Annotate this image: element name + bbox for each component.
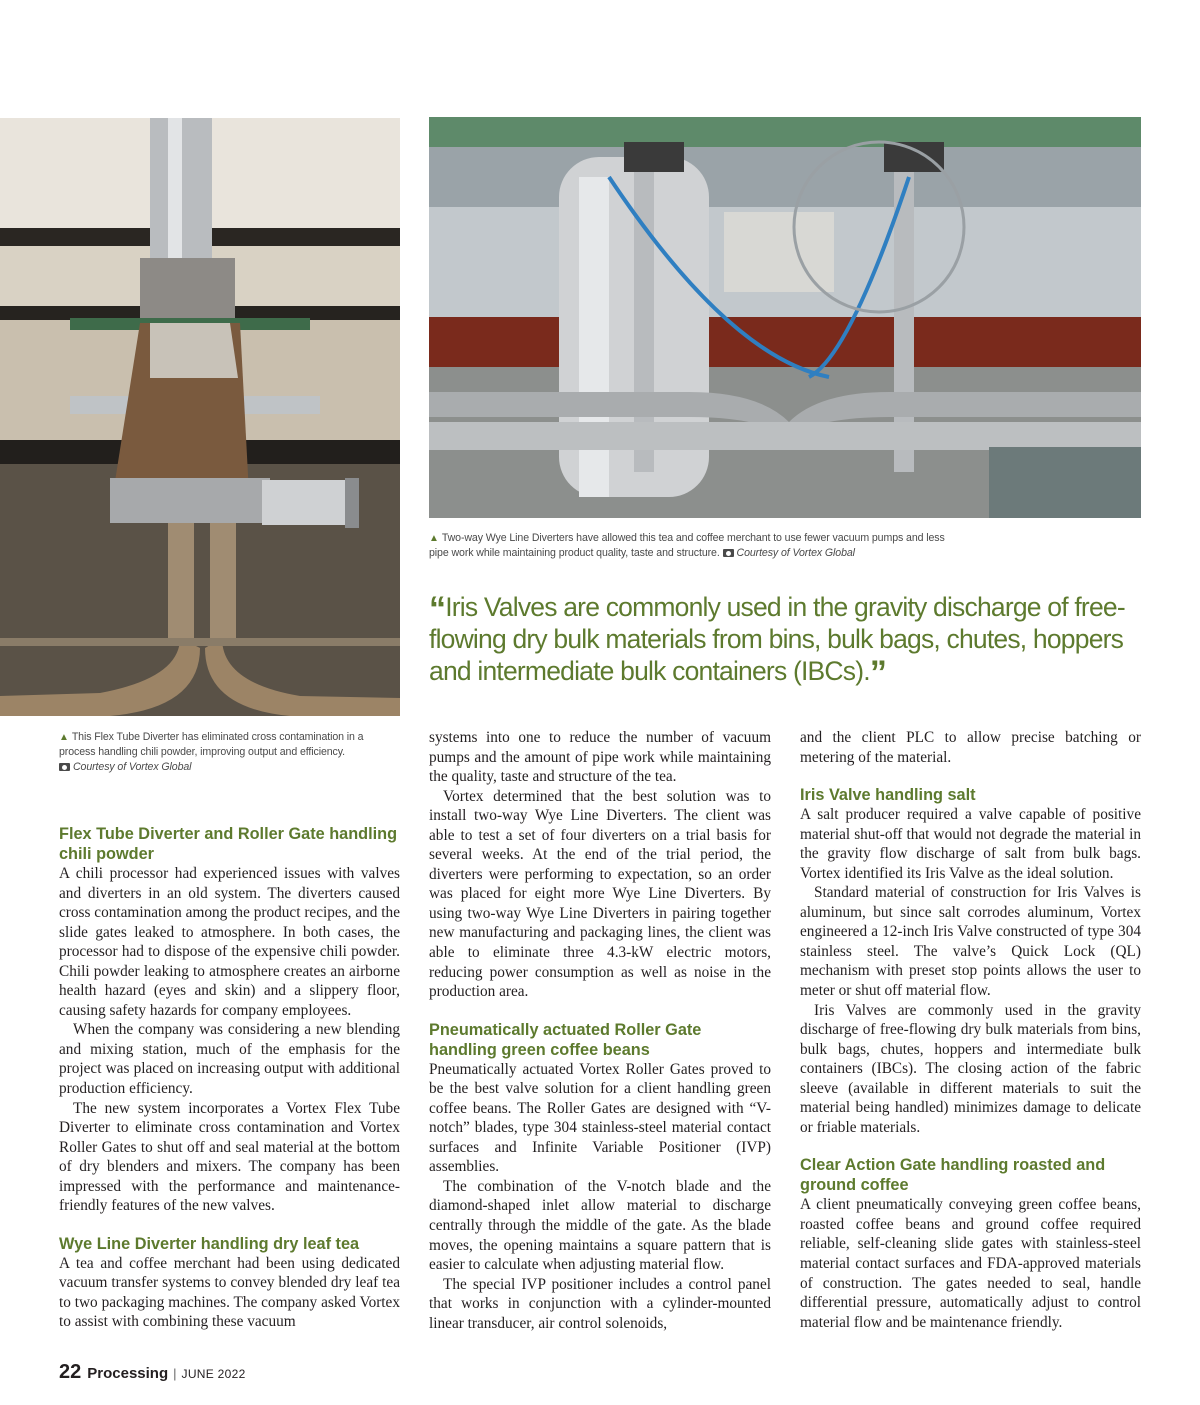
close-quote-mark: ” [869,654,887,692]
article-column-1 [59,824,400,1332]
caption-triangle-icon: ▲ [59,732,69,743]
body-paragraph: A client pneumatically conveying green coffee beans, roasted coffee beans and ground coffee required reliable, self-cleaning slide gates with stainless-steel material contact surfaces and FDA-approved materials of construction. The gates needed to seal, handle differential pressure, automatically adjust to control material flow and be maintenance friendly. [800,1196,1141,1331]
body-paragraph: The combination of the V-notch blade and the diamond-shaped inlet allow material to discharge centrally through the middle of the gate. As the blade moves, the opening maintains a square pattern that is easier to calculate when adjusting material flow. [429,1177,771,1274]
body-paragraph: A chili processor had experienced issues with valves and diverters in an old system. The diverters caused cross contamination among the product recipes, and the slide gates leaked to atmosphere. In both cases, the processor had to dispose of the expensive chili powder. Chili powder leaking to atmosphere creates an airborne health hazard (eyes and skin) and a slippery floor, causing safety hazards for company employees. [59,865,400,1019]
photo-credit: Courtesy of Vortex Global [736,547,855,559]
body-paragraph: When the company was considering a new blending and mixing station, much of the emphasis for the project was placed on increasing output with additional production efficiency. [59,1021,400,1098]
body-paragraph: The special IVP positioner includes a control panel that works in conjunction with a cylinder-mounted linear transducer, air control solenoids, [429,1275,771,1332]
article-column-2 [429,728,771,1333]
camera-icon [723,549,734,557]
body-paragraph: and the client PLC to allow precise batching or metering of the material. [800,729,1141,766]
flex-tube-diverter-photo [0,118,400,716]
section-heading: Pneumatically actuated Roller Gate handling green coffee beans [429,1020,702,1059]
wye-line-diverter-photo [429,117,1141,518]
body-paragraph: Pneumatically actuated Vortex Roller Gates proved to be the best valve solution for a client handling green coffee beans. The Roller Gates are designed with “V-notch” blades, type 304 stainless-steel material contact surfaces and Infinite Variable Positioner (IVP) assemblies. [429,1060,771,1176]
pull-quote [429,590,1141,692]
pull-quote-text: Iris Valves are commonly used in the gravity discharge of free-flowing dry bulk materials from bins, bulk bags, chutes, hoppers and intermediate bulk containers (IBCs). [429,592,1125,686]
camera-icon [59,763,70,771]
flex-tube-photo-caption [59,730,389,775]
body-paragraph: A salt producer required a valve capable of positive material shut-off that would not degrade the material in the gravity flow discharge of salt from bulk bags. Vortex identified its Iris Valve as the ideal solution. [800,806,1141,882]
section-heading: Wye Line Diverter handling dry leaf tea [59,1234,360,1253]
caption-text: Two-way Wye Line Diverters have allowed this tea and coffee merchant to use fewer vacuum pumps and less pipe work while maintaining product quality, taste and structure. [429,532,945,559]
wye-line-diverter-image [429,117,1141,518]
open-quote-mark: “ [429,590,446,628]
section-heading: Iris Valve handling salt [800,786,976,805]
body-paragraph: Vortex determined that the best solution was to install two-way Wye Line Diverters. The client was able to test a set of four diverters on a trial basis for several weeks. At the end of the trial period, the diverters were performing to expectation, so an order was placed for eight more Wye Line Diverters. By using two-way Wye Line Diverters in pairing together new manufacturing and packaging lines, the client was able to eliminate three 4.3-kW electric motors, reducing power consumption as well as noise in the production area. [429,787,771,1001]
section-heading: Clear Action Gate handling roasted and ground coffee [800,1156,1106,1195]
page-number: 22 [59,1361,82,1383]
body-paragraph: Standard material of construction for Iris Valves is aluminum, but since salt corrodes aluminum, Vortex engineered a 12-inch Iris Valve constructed of type 304 stainless steel. The valve’s Quick Lock (QL) mechanism with preset stop points allows the user to meter or shut off material flow. [800,884,1141,1000]
photo-credit: Courtesy of Vortex Global [73,761,192,773]
caption-text: This Flex Tube Diverter has eliminated cross contamination in a process handling chili powder, improving output and efficiency. [59,731,364,758]
body-paragraph: systems into one to reduce the number of vacuum pumps and the amount of pipe work while maintaining the quality, taste and structure of the tea. [429,729,771,786]
article-column-3 [800,728,1141,1332]
issue-date: JUNE 2022 [181,1367,246,1381]
magazine-name: Processing [87,1365,169,1382]
page-footer [59,1361,246,1384]
body-paragraph: A tea and coffee merchant had been using dedicated vacuum transfer systems to convey blended dry leaf tea to two packaging machines. The company asked Vortex to assist with combining these vacuum [59,1254,400,1331]
caption-triangle-icon: ▲ [429,533,439,544]
body-paragraph: The new system incorporates a Vortex Flex Tube Diverter to eliminate cross contamination and Vortex Roller Gates to shut off and seal material at the bottom of dry blenders and mixers. The company has been impressed with the performance and maintenance-friendly features of the new valves. [59,1099,400,1215]
section-heading: Flex Tube Diverter and Roller Gate handling chili powder [59,825,398,863]
footer-separator: | [173,1366,177,1381]
body-paragraph: Iris Valves are commonly used in the gravity discharge of free-flowing dry bulk materials from bins, bulk bags, chutes, hoppers and intermediate bulk containers (IBCs). The closing action of the fabric sleeve (available in different materials to suit the material being handled) minimizes damage to delicate or friable materials. [800,1001,1141,1136]
flex-tube-diverter-image [0,118,400,716]
wye-line-photo-caption [429,531,949,561]
